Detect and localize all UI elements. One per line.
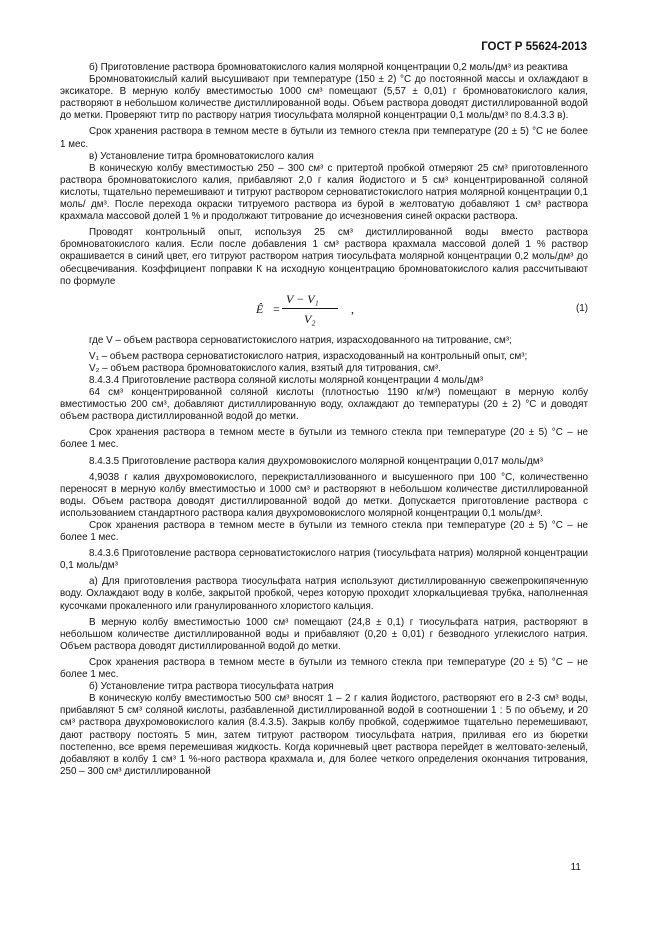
paragraph: Срок хранения раствора в темном месте в бутыли из темного стекла при температуре (20 ± 5) °С – не более 1 мес. [60,427,588,451]
paragraph: V₂ – объем раствора бромноватокислого калия, взятый для титрования, см³. [89,362,441,374]
paragraph: Срок хранения раствора в темном месте в бутыли из темного стекла при температуре (20 ± 5) °С – не более 1 мес. [60,656,588,681]
paragraph: 4,9038 г калия двухромовокислого, перекристаллизованного и высушенного при 100 °С, количественно переносят в мерную колбу вместимостью и 1000 см³ и растворяют в небольшом количестве дистиллированной воды. Объем раствора доводят дистиллированной водой до метки. Допускается приготовление раствора с использованием стандартного раствора калия двухромовокислого молярной концентрации 0,1 моль/дм³. [60,471,588,519]
paragraph: V₁ – объем раствора серноватистокислого натрия, израсходованный на контрольный опыт, см³; [89,350,528,362]
paragraph: а) Для приготовления раствора тиосульфата натрия используют дистиллированную свежепрокипяченную воду. Охлаждают воду в колбе, закрытой пробкой, через которую проходит хлоркальциевая трубка, наполненная кусочками прокаленного или гранулированного хлористого кальция. [60,576,588,612]
fraction-bar [282,308,338,309]
paragraph: б) Установление титра раствора тиосульфата натрия [89,681,334,693]
paragraphs-after-formula [60,335,588,778]
page-number: 11 [570,862,581,873]
paragraph: 64 см³ концентрированной соляной кислоты (плотностью 1190 кг/м³) помещают в мерную колбу вместимостью 200 см³, добавляют дистиллированную воду, охлаждают до температуры (20 ± 2) °С и доводят объем раствора дистиллированной водой до метки. [60,387,588,423]
formula-number: (1) [575,302,588,314]
formula-denominator: V₂ [304,311,316,326]
paragraph: Срок хранения раствора в темном месте в бутыли из темного стекла при температуре (20 ± 5) °С – не более 1 мес. [60,520,588,544]
formula-comma: , [351,301,354,316]
formula-lhs: Ê [256,301,264,316]
paragraph: б) Приготовление раствора бромноватокислого калия молярной концентрации 0,2 моль/дм³ из реактива [89,62,568,73]
standard-header: ГОСТ Р 55624-2013 [481,41,587,53]
paragraph: Бромноватокислый калий высушивают при температуре (150 ± 2) °С до постоянной массы и охлаждают в эксикаторе. В мерную колбу вместимостью 1000 см³ помещают (5,57 ± 0,01) г бромноватокислого калия, растворяют в небольшом количестве дистиллированной воды. Объем раствора доводят дистиллированной водой до метки. Проверяют титр по раствору натрия тиосульфата молярной концентрации 0,1 моль/дм³ по 8.4.3.3 в). [60,74,588,122]
formula-1 [60,291,588,331]
paragraph: 8.4.3.4 Приготовление раствора соляной кислоты молярной концентрации 4 моль/дм³ [89,374,484,386]
document-body [60,62,588,778]
paragraph: В мерную колбу вместимостью 1000 см³ помещают (24,8 ± 0,1) г тиосульфата натрия, растворяют в небольшом количестве дистиллированной воды и прибавляют (0,20 ± 0,01) г безводного углекислого натрия. Объем раствора доводят дистиллированной водой до метки. [60,616,588,652]
paragraph: Срок хранения раствора в темном месте в бутыли из темного стекла при температуре (20 ± 5) °С не более 1 мес. [60,126,588,150]
paragraphs-before-formula [60,62,588,288]
paragraph: в) Установление титра бромноватокислого калия [89,150,314,162]
paragraph: 8.4.3.6 Приготовление раствора серноватистокислого натрия (тиосульфата натрия) молярной концентрации 0,1 моль/дм³ [60,548,588,572]
paragraph: В коническую колбу вместимостью 500 см³ вносят 1 – 2 г калия йодистого, растворяют его в 2-3 см³ воды, прибавляют 5 см³ соляной кислоты, разбавленной дистиллированной водой в соотношении 1 : 5 по объему, и 20 см³ раствора двухромовокислого калия (8.4.3.5). Закрыв колбу пробкой, содержимое тщательно перемешивают, дают раствору постоять 5 мин, затем титруют раствором тиосульфата натрия, приливая его из бюретки постепенно, все время перемешивая жидкость. Когда коричневый цвет раствора перейдет в желтовато-зеленый, добавляют в колбу 1 см³ 1 %-ного раствора крахмала и, для более четкого определения окончания титрования, 250 – 300 см³ дистиллированной [60,693,588,777]
formula-equals: = [273,301,280,316]
formula-numerator: V − V₁ [286,291,319,306]
paragraph: Проводят контрольный опыт, используя 25 см³ дистиллированной воды вместо раствора бромноватокислого калия. Если после добавления 1 см³ раствора крахмала массовой долей 1 % раствор окрашивается в синий цвет, его титруют раствором натрия тиосульфата молярной концентрации 0,2 моль/дм³ до обесцвечивания. Коэффициент поправки К на исходную концентрацию бромноватокислого калия рассчитывают по формуле [60,227,588,287]
paragraph: В коническую колбу вместимостью 250 – 300 см³ с притертой пробкой отмеряют 25 см³ приготовленного раствора бромноватокислого калия, прибавляют 2,0 г калия йодистого и 5 см³ концентрированной соляной кислоты, тщательно перемешивают и титруют раствором серноватистокислого натрия молярной концентрации 0,1 моль/ дм³. После перехода окраски титруемого раствора из бурой в желтоватую добавляют 1 см³ раствора крахмала массовой долей 1 % и продолжают титрование до исчезновения синей окраски раствора. [60,162,588,223]
paragraph: где V – объем раствора серноватистокислого натрия, израсходованного на титрование, см³; [89,334,512,346]
paragraph: 8.4.3.5 Приготовление раствора калия двухромовокислого молярной концентрации 0,017 моль/дм³ [89,455,543,467]
